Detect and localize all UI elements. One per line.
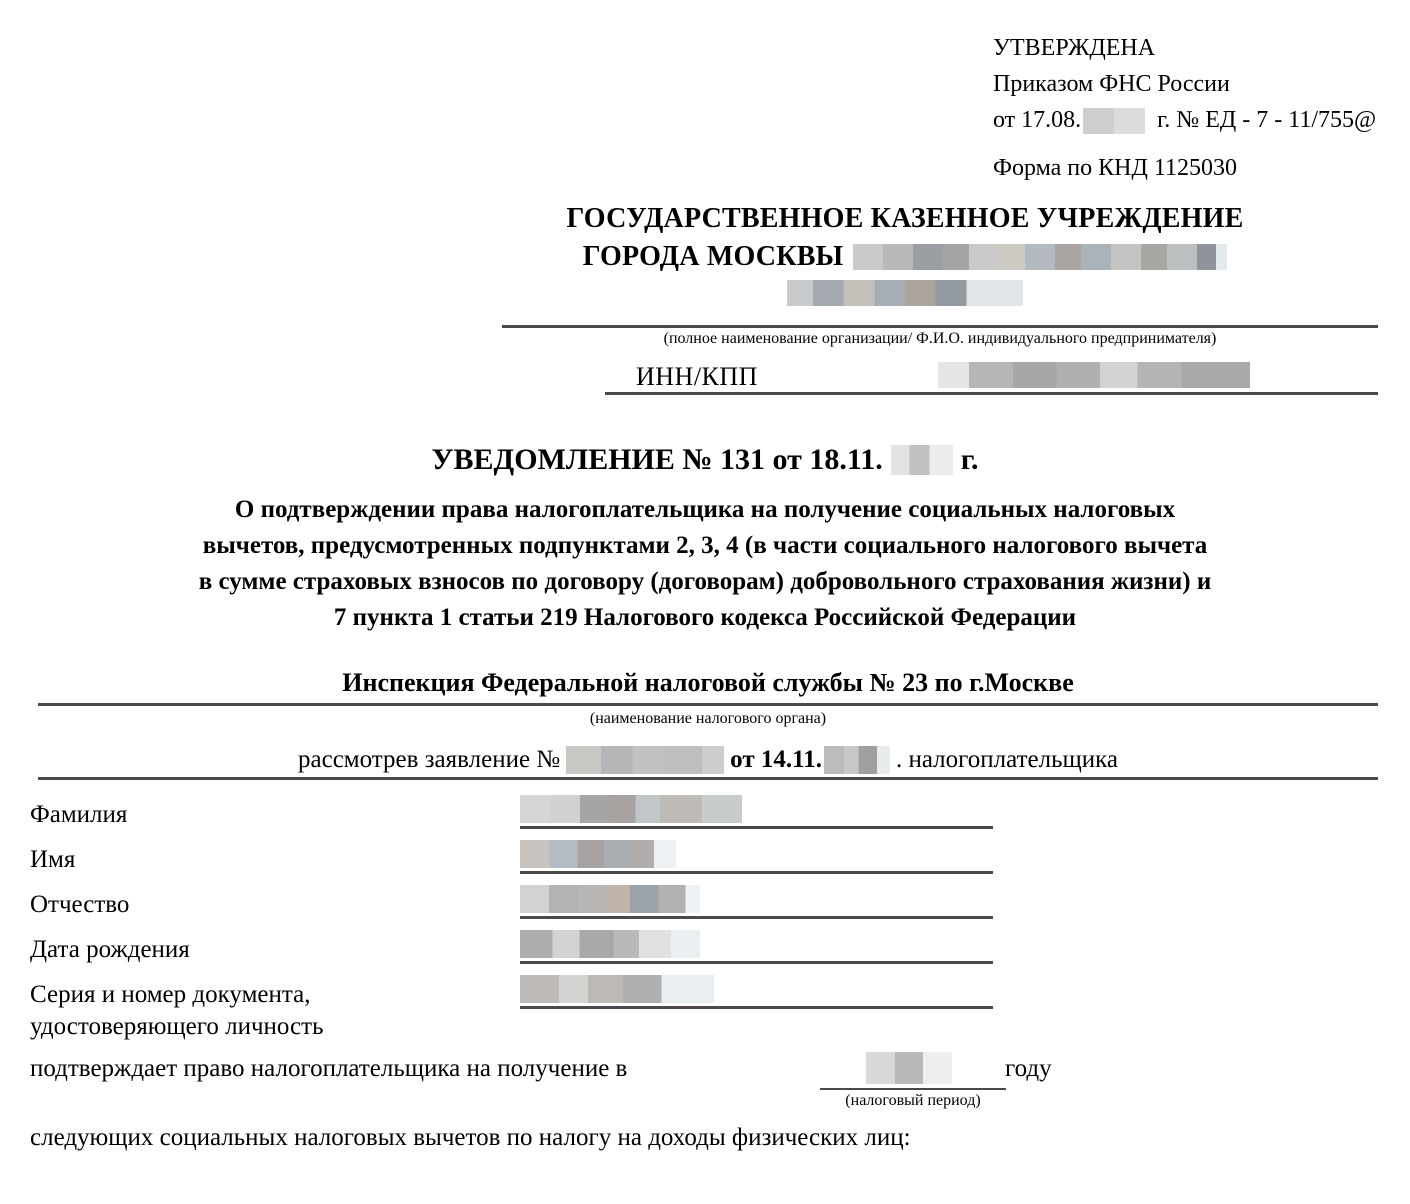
redacted-application-number <box>566 746 724 774</box>
redacted-patronymic-value <box>520 885 700 913</box>
redacted-inn-kpp-value <box>938 362 1250 388</box>
field-label-birth-date: Дата рождения <box>30 936 190 963</box>
approval-order-date-line <box>993 102 1393 138</box>
application-prefix: рассмотрев заявление № <box>298 746 561 773</box>
application-line <box>38 743 1378 777</box>
redacted-firstname-value <box>520 840 676 868</box>
organization-name-rule <box>502 325 1378 328</box>
tax-period-rule <box>820 1088 1006 1090</box>
year-word-label: году <box>1005 1055 1052 1082</box>
field-rule-document-series <box>520 1006 993 1009</box>
approval-order-number: г. № ЕД - 7 - 11/755@ <box>1157 107 1377 133</box>
redacted-organization-name-part-2 <box>787 280 1023 306</box>
inn-kpp-rule <box>605 392 1378 395</box>
redacted-application-year <box>824 746 890 774</box>
organization-title-line-2: ГОРОДА МОСКВЫ <box>582 241 844 272</box>
notice-body-line-2: вычетов, предусмотренных подпунктами 2, 3, 4 (в части социального налогового вычета <box>202 532 1208 559</box>
approval-line-2: Приказом ФНС России <box>993 71 1230 97</box>
organization-title-line-3-row <box>430 280 1380 306</box>
organization-title-line-1: ГОСУДАРСТВЕННОЕ КАЗЕННОЕ УЧРЕЖДЕНИЕ <box>566 203 1244 234</box>
field-label-document-series: Серия и номер документа, <box>30 981 311 1008</box>
form-knd-code: Форма по КНД 1125030 <box>993 155 1237 181</box>
field-label-patronymic: Отчество <box>30 891 130 918</box>
redacted-surname-value <box>520 795 742 823</box>
tax-period-caption: (налоговый период) <box>845 1092 981 1109</box>
redacted-tax-period-year <box>866 1052 952 1084</box>
redacted-notice-year <box>891 445 953 475</box>
field-label-firstname: Имя <box>30 846 76 873</box>
organization-title-line-2-row <box>430 238 1380 276</box>
notice-title-inner <box>432 440 979 480</box>
field-rule-patronymic <box>520 916 993 919</box>
tax-authority-rule <box>38 703 1378 706</box>
field-label-document-continuation: удостоверяющего личность <box>30 1013 324 1040</box>
inn-kpp-label: ИНН/КПП <box>636 362 758 391</box>
notice-body-line-1: О подтверждении права налогоплательщика на получение социальных налоговых <box>234 496 1176 523</box>
organization-name-caption: (полное наименование организации/ Ф.И.О. индивидуального предпринимателя) <box>663 330 1217 347</box>
notice-body-line-3: в сумме страховых взносов по договору (договорам) добровольного страхования жизни) и <box>198 568 1212 595</box>
application-date-prefix: от 14.11. <box>730 746 822 773</box>
field-rule-surname <box>520 826 993 829</box>
notice-title-prefix: УВЕДОМЛЕНИЕ № 131 от 18.11. <box>431 443 883 476</box>
redacted-organization-name-part-1 <box>853 244 1227 270</box>
tax-authority-caption: (наименование налогового органа) <box>589 710 827 727</box>
tax-authority-name: Инспекция Федеральной налоговой службы № 23 по г.Москве <box>342 668 1074 697</box>
field-label-surname: Фамилия <box>30 801 128 828</box>
final-statement-line: следующих социальных налоговых вычетов по налогу на доходы физических лиц: <box>30 1124 911 1151</box>
redacted-birth-date-value <box>520 930 700 958</box>
approval-block <box>993 30 1393 186</box>
application-line-inner <box>298 743 1118 777</box>
redacted-order-year <box>1083 108 1145 134</box>
field-rule-birth-date <box>520 961 993 964</box>
approval-order-date-prefix: от 17.08. <box>993 107 1082 133</box>
notice-title <box>0 440 1410 480</box>
notice-body-line-4: 7 пункта 1 статьи 219 Налогового кодекса Российской Федерации <box>333 604 1077 631</box>
notice-body <box>80 492 1330 636</box>
confirmation-text: подтверждает право налогоплательщика на получение в <box>30 1055 628 1082</box>
approval-line-1: УТВЕРЖДЕНА <box>993 35 1156 61</box>
notice-title-suffix: г. <box>960 443 979 476</box>
field-rule-firstname <box>520 871 993 874</box>
organization-title <box>430 200 1380 306</box>
application-line-rule <box>38 777 1378 780</box>
redacted-document-series-value <box>520 975 714 1003</box>
application-suffix: . налогоплательщика <box>895 746 1118 773</box>
